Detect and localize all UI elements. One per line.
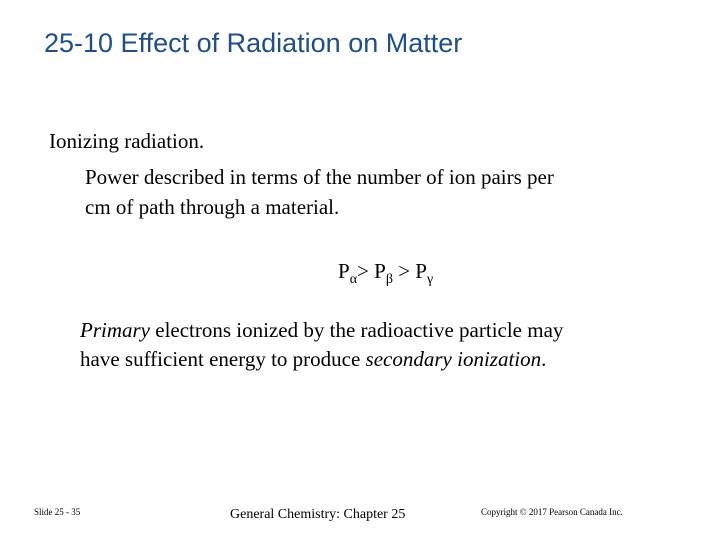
paragraph-line-2 [80,345,546,373]
footer-copyright: Copyright © 2017 Pearson Canada Inc. [481,507,623,517]
paragraph-line-1 [80,316,563,344]
formula-gt1: > P [357,259,386,283]
paragraph-text-2: have sufficient energy to produce [80,347,366,371]
paragraph-end: . [541,347,547,371]
bullet-ionizing-radiation: Ionizing radiation. [49,129,205,153]
footer-chapter: General Chemistry: Chapter 25 [230,507,406,522]
sub-bullet-line-2: cm of path through a material. [85,195,340,219]
sub-bullet-line-1: Power described in terms of the number of ion pairs per [85,165,554,189]
formula-beta: β [385,272,393,287]
formula-alpha: α [349,272,358,287]
slide-title: 25-10 Effect of Radiation on Matter [44,28,463,58]
paragraph-text-1: electrons ionized by the radioactive particle may [150,318,564,342]
secondary-ionization-term: secondary ionization [365,347,542,371]
formula-gamma: γ [426,272,434,287]
primary-term: Primary [80,318,150,342]
formula-p1: P [338,259,350,283]
power-formula [338,259,433,288]
formula-gt2: > P [392,259,427,283]
slide-number: Slide 25 - 35 [34,507,81,517]
